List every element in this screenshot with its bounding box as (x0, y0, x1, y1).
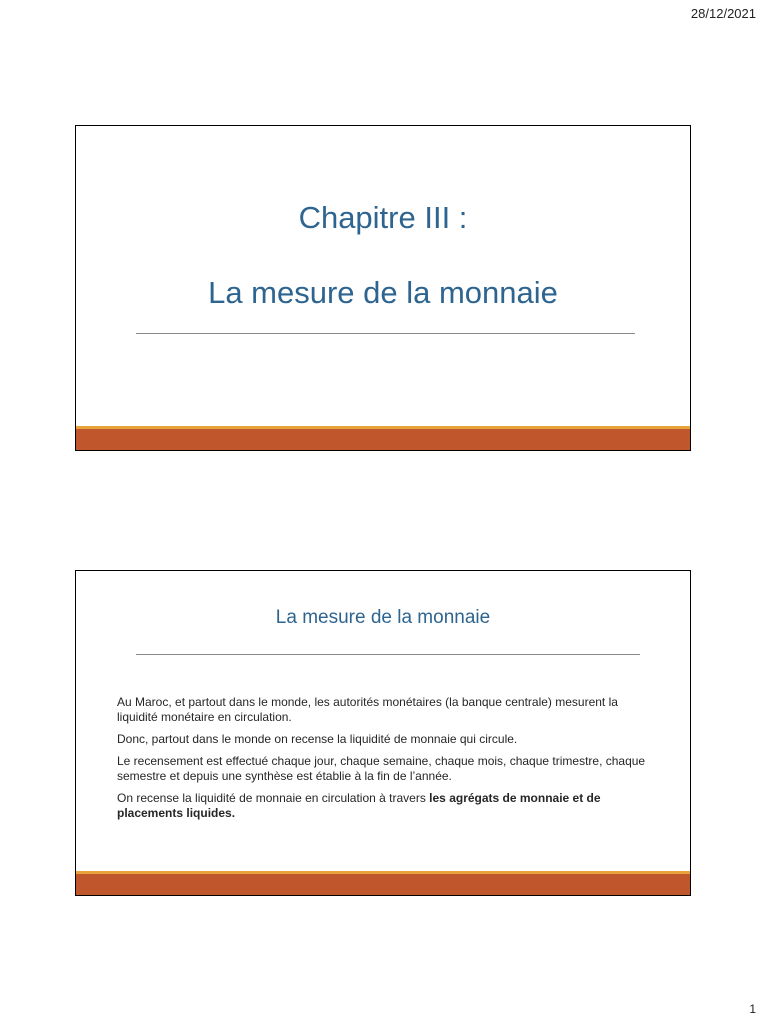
body-paragraph-lead: On recense la liquidité de monnaie en circulation à travers (117, 791, 430, 805)
slide-title (75, 125, 691, 451)
body-paragraph-last (117, 791, 660, 821)
body-paragraph: Le recensement est effectué chaque jour, chaque semaine, chaque mois, chaque trimestre, chaque semestre et depuis une synthèse est établie à la fin de l’année. (117, 754, 646, 783)
page-number: 1 (749, 1002, 756, 1016)
title-divider (136, 333, 635, 334)
body-paragraph-emphasis: les agrégats de monnaie et de placements liquides. (117, 791, 601, 820)
slide-heading: La mesure de la monnaie (275, 607, 491, 628)
slide-footer-band (76, 871, 690, 895)
slide-footer-band (76, 426, 690, 450)
body-paragraph: Donc, partout dans le monde on recense la liquidité de monnaie qui circule. (117, 732, 518, 746)
slide-content (75, 570, 691, 896)
body-paragraph: Au Maroc, et partout dans le monde, les autorités monétaires (la banque centrale) mesurent la liquidité monétaire en circulation. (117, 695, 618, 724)
page-date: 28/12/2021 (690, 6, 756, 21)
slide-title-block (76, 198, 690, 313)
chapter-subtitle: La mesure de la monnaie (208, 275, 558, 310)
chapter-title: Chapitre III : (298, 200, 468, 235)
heading-divider (136, 654, 640, 655)
slide-body (117, 695, 660, 828)
